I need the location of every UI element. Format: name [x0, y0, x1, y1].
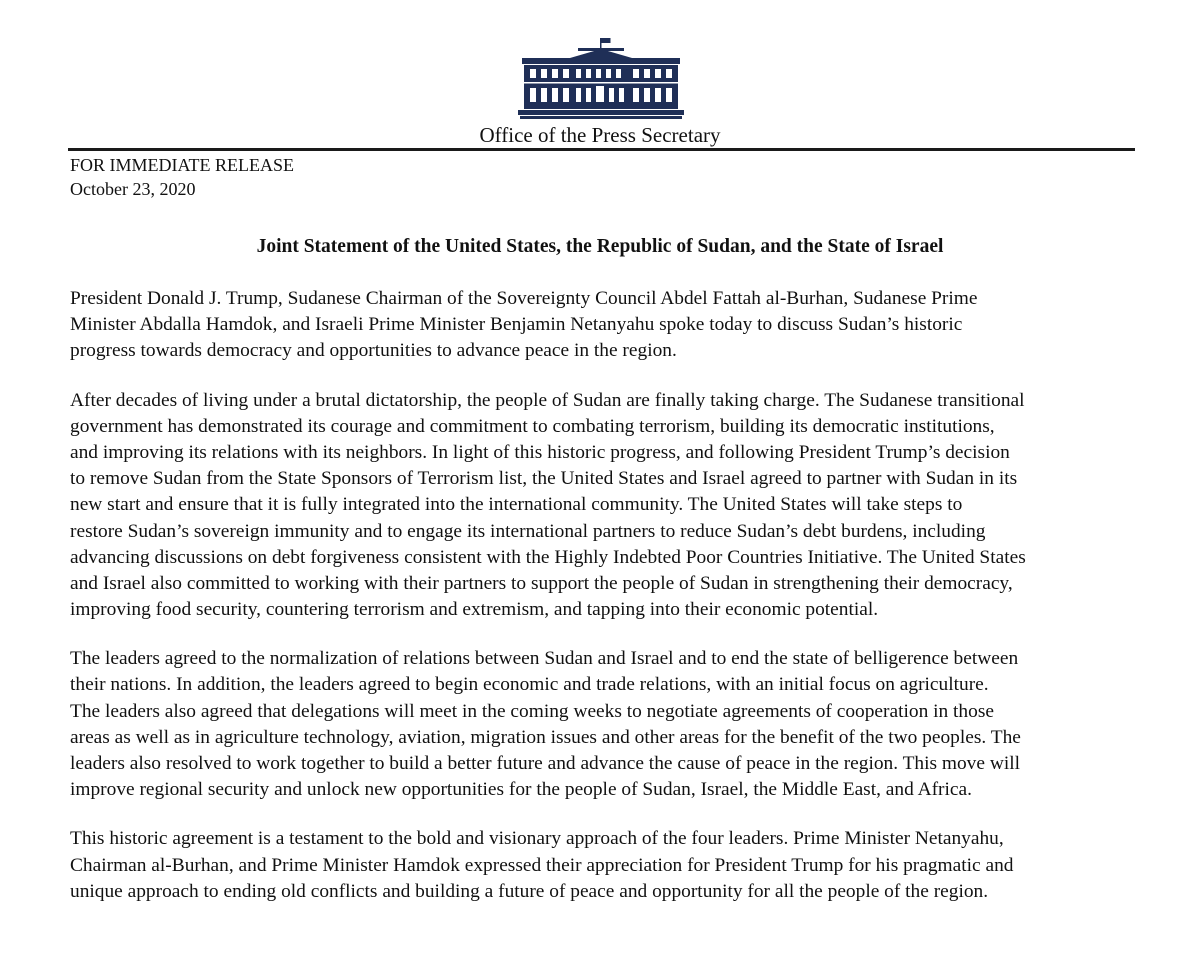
paragraph-line: advancing discussions on debt forgiveness consistent with the Highly Indebted Poor Countries Initiative. The United States — [70, 546, 1026, 568]
paragraph-line: areas as well as in agriculture technology, aviation, migration issues and other areas for the benefit of the two peoples. The — [70, 726, 1021, 748]
paragraph-line: leaders also resolved to work together to build a better future and advance the cause of peace in the region. This move will — [70, 753, 1020, 774]
paragraph-line: After decades of living under a brutal dictatorship, the people of Sudan are finally taking charge. The Sudanese transitional — [70, 389, 1025, 411]
office-title: Office of the Press Secretary — [479, 123, 721, 147]
paragraph-line: The leaders also agreed that delegations will meet in the coming weeks to negotiate agreements of cooperation in those — [70, 700, 994, 722]
paragraph — [70, 826, 1150, 905]
paragraph-line: Chairman al-Burhan, and Prime Minister Hamdok expressed their appreciation for President Trump for his pragmatic and — [70, 854, 1014, 876]
paragraph-line: restore Sudan’s sovereign immunity and to engage its international partners to reduce Sudan’s debt burdens, including — [70, 520, 986, 542]
paragraph-line: government has demonstrated its courage and commitment to combating terrorism, building its democratic institutions, — [70, 415, 995, 437]
paragraph-line: improve regional security and unlock new opportunities for the people of Sudan, Israel, the Middle East, and Africa. — [70, 779, 972, 801]
paragraph-line: The leaders agreed to the normalization of relations between Sudan and Israel and to end the state of belligerence between — [70, 648, 1019, 670]
statement-body — [70, 286, 1150, 928]
paragraph-line: and Israel also committed to working with their partners to support the people of Sudan in strengthening their democracy, — [70, 572, 1013, 594]
paragraph-line: and improving its relations with its neighbors. In light of this historic progress, and following President Trump’s decision — [70, 441, 1010, 463]
paragraph-line: to remove Sudan from the State Sponsors of Terrorism list, the United States and Israel agreed to partner with Sudan in its — [70, 468, 1018, 490]
paragraph-line: This historic agreement is a testament to the bold and visionary approach of the four leaders. Prime Minister Netanyahu, — [70, 828, 1004, 850]
header-divider — [68, 148, 1135, 151]
paragraph-line: progress towards democracy and opportunities to advance peace in the region. — [70, 340, 677, 362]
paragraph-line: their nations. In addition, the leaders agreed to begin economic and trade relations, with an initial focus on agriculture. — [70, 674, 989, 696]
paragraph-line: new start and ensure that it is fully integrated into the international community. The United States will take steps to — [70, 494, 963, 516]
paragraph-line: President Donald J. Trump, Sudanese Chairman of the Sovereignty Council Abdel Fattah al-Burhan, Sudanese Prime — [70, 288, 978, 309]
release-status: FOR IMMEDIATE RELEASE — [70, 155, 294, 175]
paragraph — [70, 388, 1150, 624]
statement-title: Joint Statement of the United States, the Republic of Sudan, and the State of Israel — [256, 236, 944, 257]
release-info — [70, 153, 294, 201]
release-date: October 23, 2020 — [70, 179, 196, 199]
paragraph — [70, 646, 1150, 803]
paragraph-line: unique approach to ending old conflicts and building a future of peace and opportunity for all the people of the region. — [70, 880, 989, 902]
paragraph — [70, 286, 1150, 365]
paragraph-line: improving food security, countering terrorism and extremism, and tapping into their economic potential. — [70, 599, 879, 621]
paragraph-line: Minister Abdalla Hamdok, and Israeli Prime Minister Benjamin Netanyahu spoke today to discuss Sudan’s historic — [70, 314, 963, 336]
white-house-logo — [518, 36, 684, 120]
